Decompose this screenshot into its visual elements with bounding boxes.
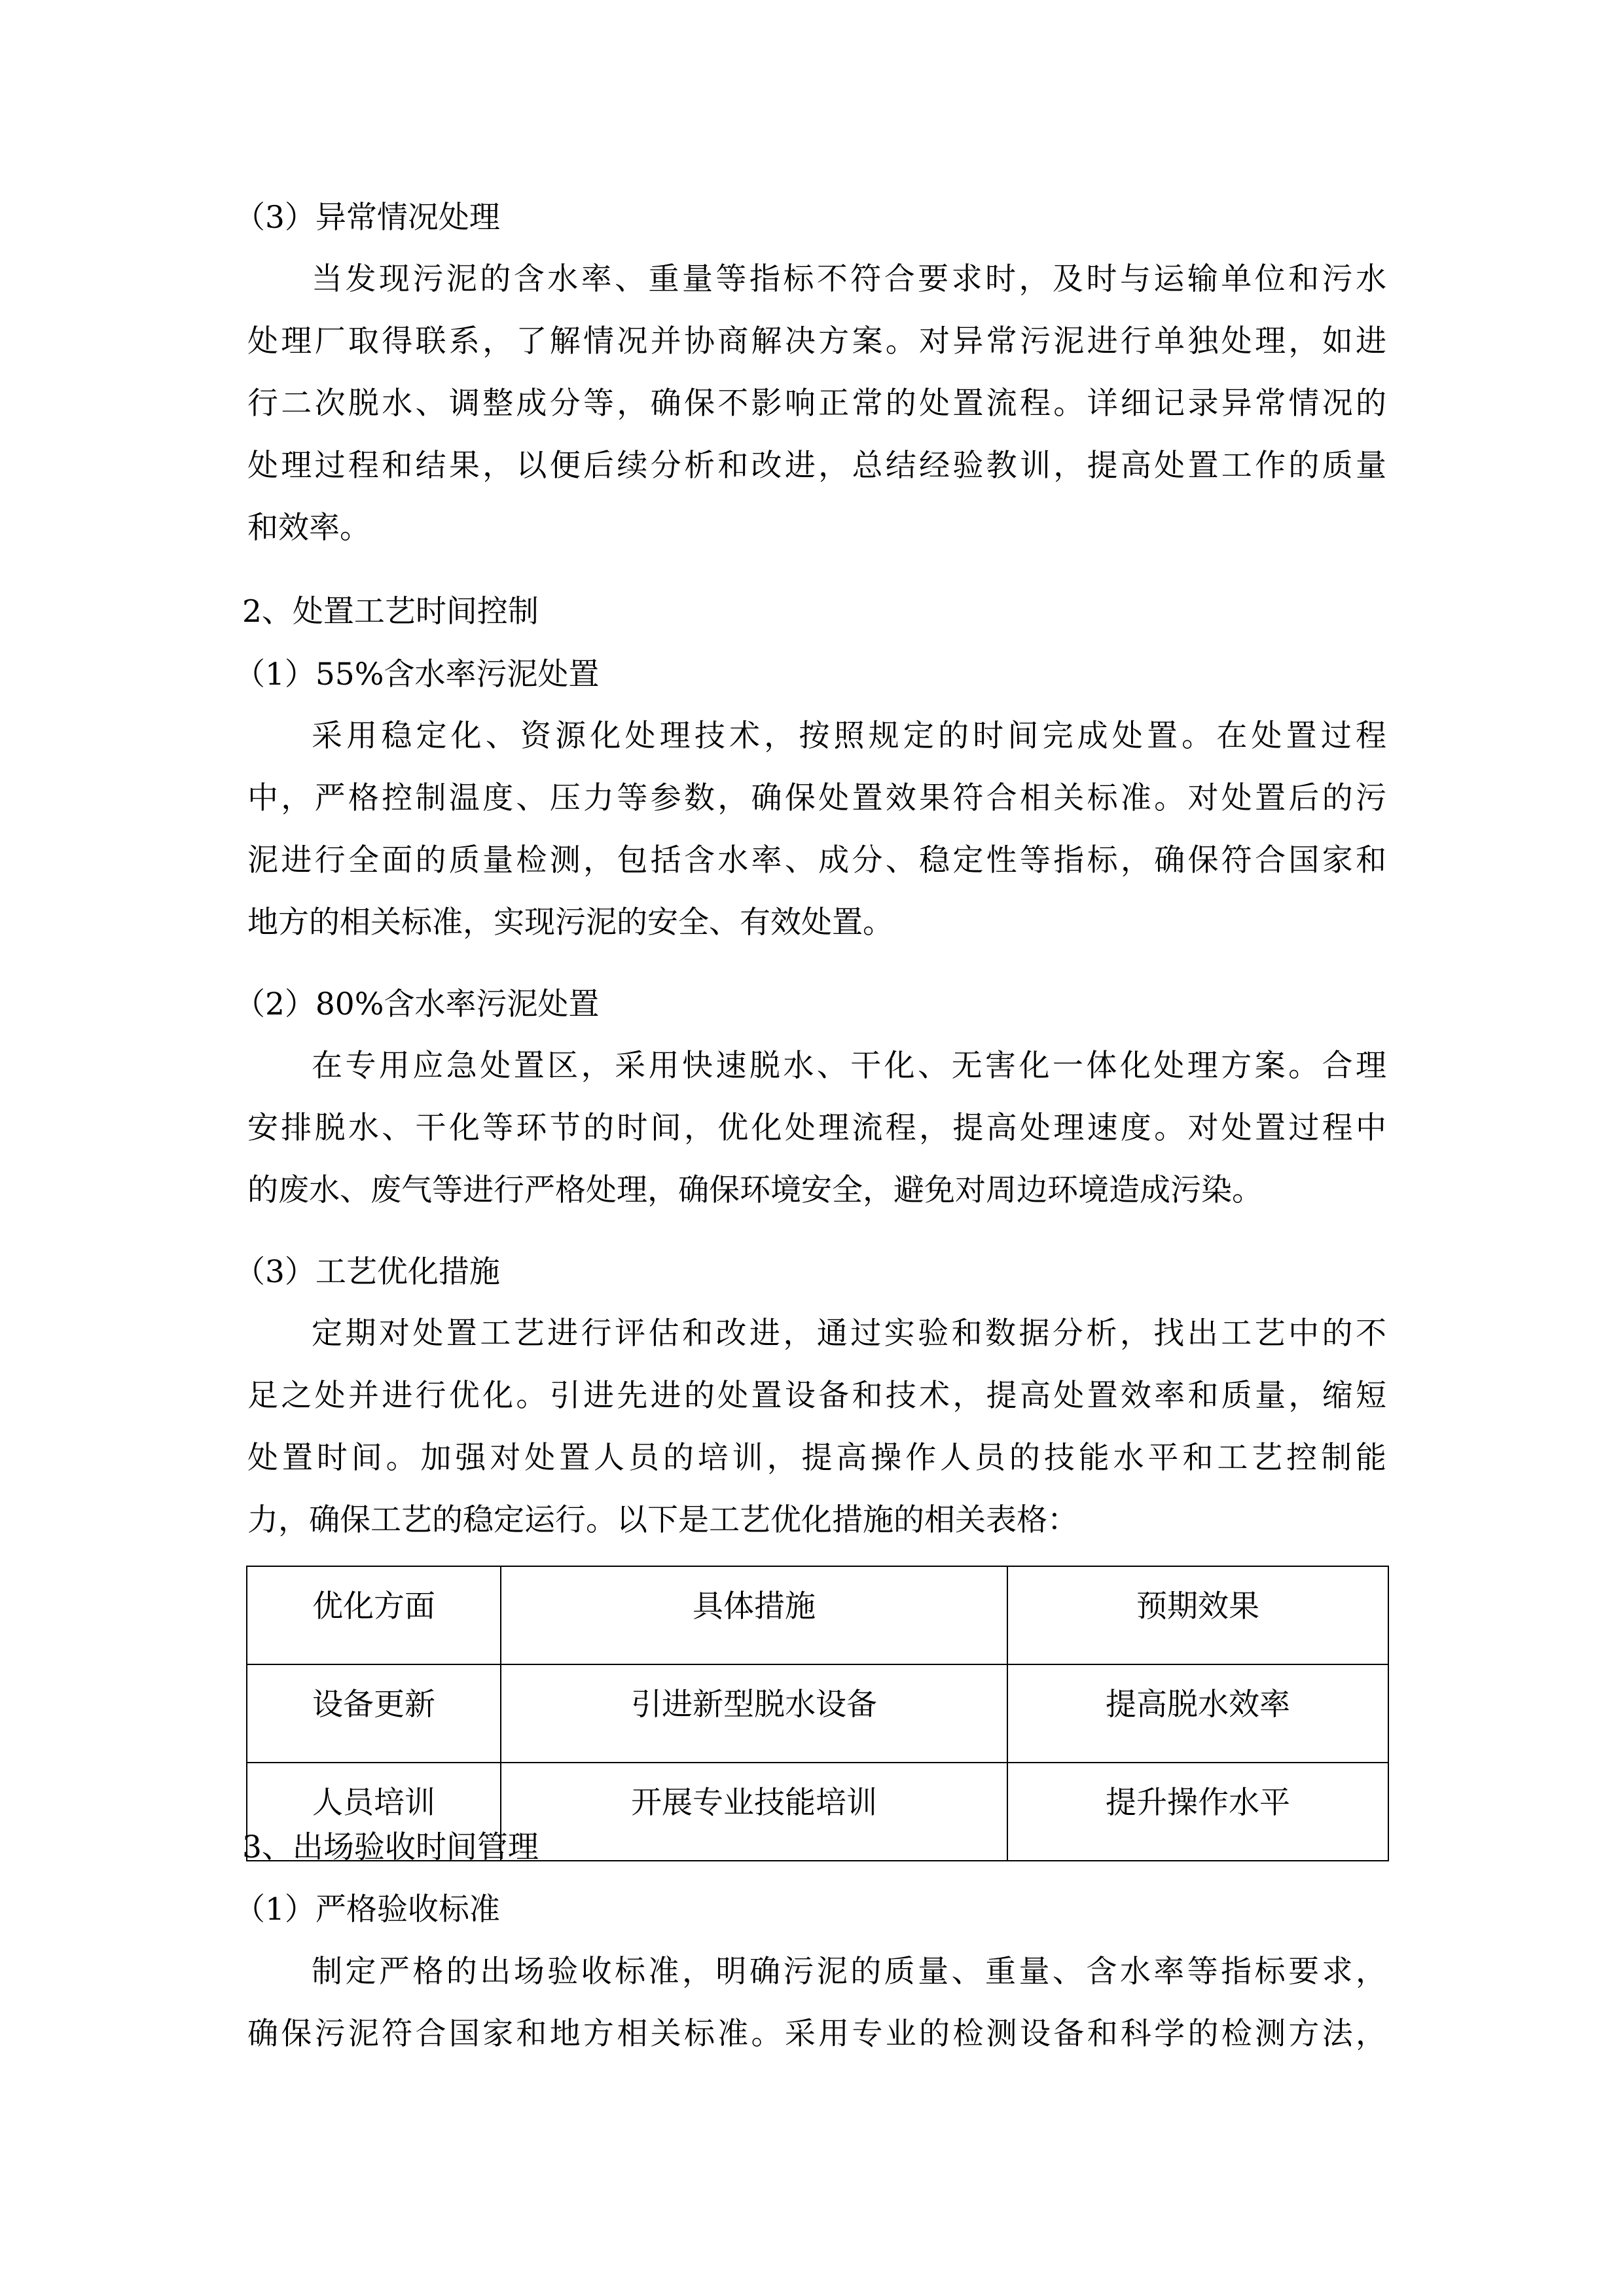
heading-80-percent-sludge: （2）80%含水率污泥处置 <box>234 986 600 1022</box>
table-cell: 引进新型脱水设备 <box>501 1664 1007 1763</box>
table-header-cell: 具体措施 <box>501 1566 1007 1664</box>
optimization-table <box>246 1566 1389 1861</box>
heading-abnormal-handling: （3）异常情况处理 <box>234 200 500 236</box>
heading-section-3: 3、出场验收时间管理 <box>242 1829 539 1865</box>
heading-process-optimization: （3）工艺优化措施 <box>234 1254 500 1290</box>
table-header-row <box>247 1566 1388 1664</box>
paragraph-line: 足之处并进行优化。引进先进的处置设备和技术，提高处置效率和质量，缩短 <box>247 1378 1386 1414</box>
paragraph-line: 处理过程和结果，以便后续分析和改进，总结经验教训，提高处置工作的质量 <box>247 448 1386 484</box>
paragraph-line: 制定严格的出场验收标准，明确污泥的质量、重量、含水率等指标要求， <box>312 1954 1386 1990</box>
paragraph-line: 行二次脱水、调整成分等，确保不影响正常的处置流程。详细记录异常情况的 <box>247 386 1386 422</box>
paragraph-line: 泥进行全面的质量检测，包括含水率、成分、稳定性等指标，确保符合国家和 <box>247 842 1386 878</box>
paragraph-line: 力，确保工艺的稳定运行。以下是工艺优化措施的相关表格： <box>247 1502 1078 1538</box>
table-header-cell: 优化方面 <box>247 1566 501 1664</box>
table-cell: 人员培训 <box>247 1763 501 1861</box>
paragraph-line: 安排脱水、干化等环节的时间，优化处理流程，提高处理速度。对处置过程中 <box>247 1110 1386 1146</box>
table-cell: 提高脱水效率 <box>1007 1664 1388 1763</box>
paragraph-line: 处置时间。加强对处置人员的培训，提高操作人员的技能水平和工艺控制能 <box>247 1440 1386 1476</box>
table-cell: 提升操作水平 <box>1007 1763 1388 1861</box>
paragraph-line: 采用稳定化、资源化处理技术，按照规定的时间完成处置。在处置过程 <box>312 718 1386 754</box>
table-header-cell: 预期效果 <box>1007 1566 1388 1664</box>
paragraph-line: 确保污泥符合国家和地方相关标准。采用专业的检测设备和科学的检测方法， <box>247 2016 1386 2052</box>
table-row <box>247 1664 1388 1763</box>
paragraph-line: 处理厂取得联系，了解情况并协商解决方案。对异常污泥进行单独处理，如进 <box>247 323 1386 359</box>
paragraph-line: 的废水、废气等进行严格处理，确保环境安全，避免对周边环境造成污染。 <box>247 1172 1263 1208</box>
heading-strict-acceptance: （1）严格验收标准 <box>234 1892 500 1928</box>
paragraph-line: 中，严格控制温度、压力等参数，确保处置效果符合相关标准。对处置后的污 <box>247 780 1386 816</box>
heading-section-2: 2、处置工艺时间控制 <box>242 594 539 630</box>
paragraph-line: 当发现污泥的含水率、重量等指标不符合要求时，及时与运输单位和污水 <box>312 261 1386 297</box>
paragraph-line: 在专用应急处置区，采用快速脱水、干化、无害化一体化处理方案。合理 <box>312 1048 1386 1084</box>
paragraph-line: 定期对处置工艺进行评估和改进，通过实验和数据分析，找出工艺中的不 <box>312 1316 1386 1352</box>
paragraph-line: 和效率。 <box>247 510 370 546</box>
table-cell: 开展专业技能培训 <box>501 1763 1007 1861</box>
paragraph-line: 地方的相关标准，实现污泥的安全、有效处置。 <box>247 905 893 941</box>
heading-55-percent-sludge: （1）55%含水率污泥处置 <box>234 656 600 692</box>
table-cell: 设备更新 <box>247 1664 501 1763</box>
